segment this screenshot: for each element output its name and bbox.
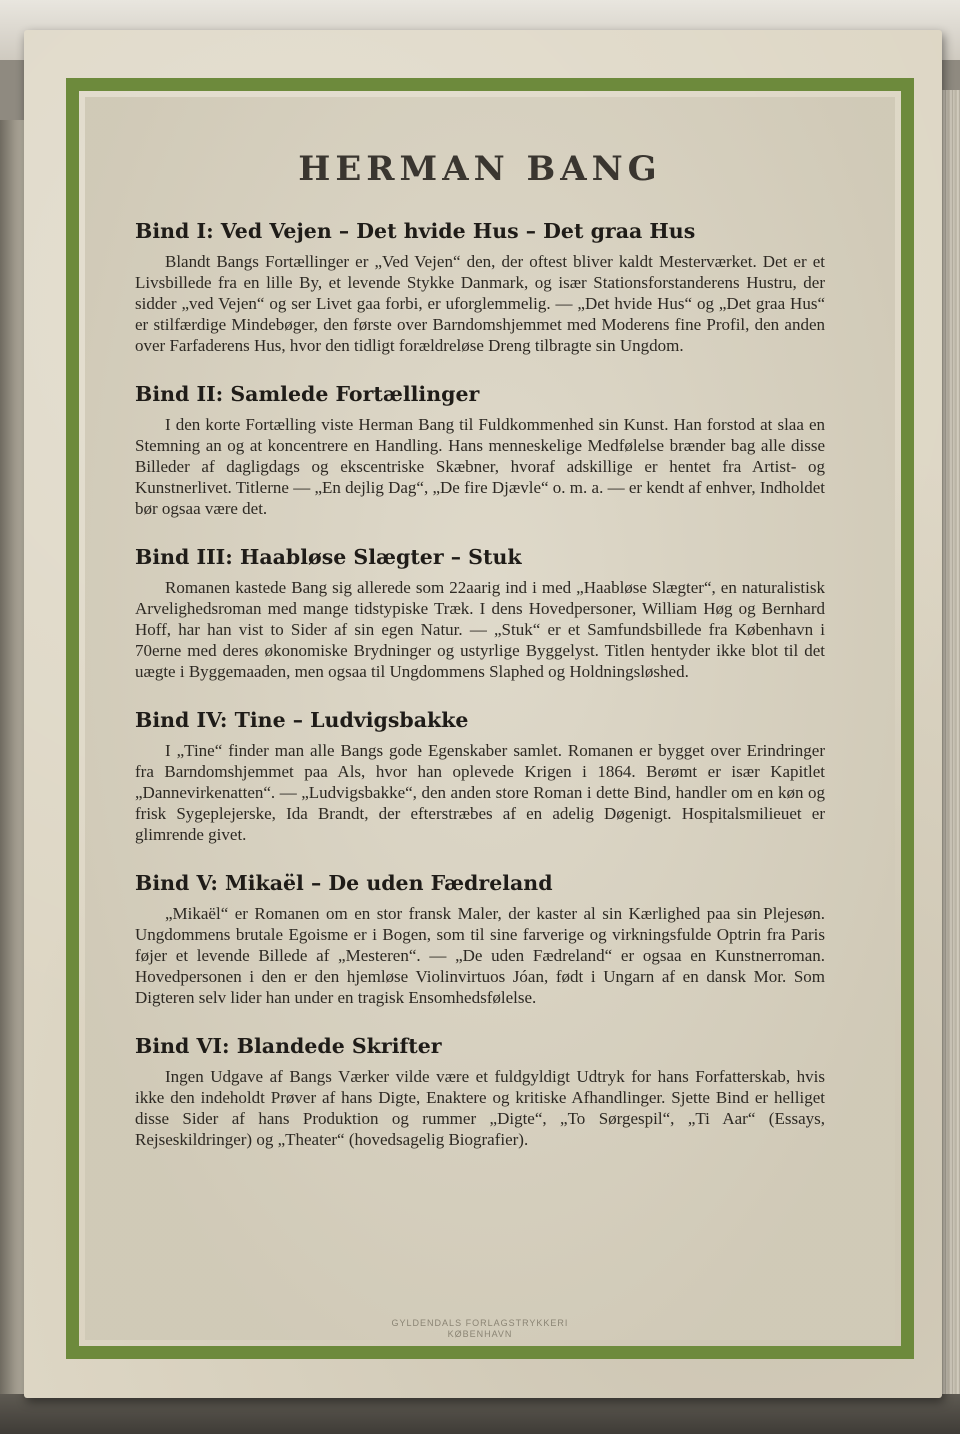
green-border-frame [66, 78, 914, 1359]
section-text: Romanen kastede Bang sig allerede som 22aarig ind i med „Haabløse Slægter“, en naturalistisk Arvelighedsroman med mange tidstypiske Træk. I dens Hovedpersoner, William Høg og Bernhard Hoff, har han vist to Sider af sin egen Natur. — „Stuk“ er et Samfundsbillede fra København i 70erne med deres økonomiske Brydninger og ustyrlige Byggelyst. Titlen hentyder ikke blot til det uægte i Byggemaaden, men ogsaa til Ungdommens Slaphed og Holdningsløshed. [135, 578, 825, 681]
frame-inner-panel [85, 97, 895, 1340]
section-heading: Bind VI: Blandede Skrifter [135, 1034, 442, 1058]
publisher-line-2: KØBENHAVN [447, 1329, 513, 1339]
section-bind-2 [135, 382, 825, 519]
section-text: I den korte Fortælling viste Herman Bang til Fuldkommenhed sin Kunst. Han forstod at slaa en Stemning an og at koncentrere en Handling. Hans menneskelige Medfølelse brænder bag alle disse Billeder af dagligdags og ekscentriske Skæbner, hvoraf adskillige er hentet fra Artist- og Kunstnerlivet. Titlerne — „En dejlig Dag“, „De fire Djævle“ o. m. a. — er kendt af enhver, Indholdet bør ogsaa være det. [135, 415, 825, 518]
section-bind-1 [135, 219, 825, 356]
section-heading: Bind IV: Tine – Ludvigsbakke [135, 708, 469, 732]
section-heading: Bind I: Ved Vejen – Det hvide Hus – Det graa Hus [135, 219, 696, 243]
publisher-line-1: GYLDENDALS FORLAGSTRYKKERI [391, 1318, 569, 1328]
section-bind-6 [135, 1034, 825, 1150]
book-cover [24, 30, 942, 1398]
page-title: HERMAN BANG [298, 149, 662, 189]
cover-content [135, 137, 825, 1176]
section-text: Blandt Bangs Fortællinger er „Ved Vejen“ den, der oftest bliver kaldt Mesterværket. Det er et Livsbillede fra en lille By, et levende Stykke Danmark, og især Stationsforstanderens Hustru, der sidder „ved Vejen“ og ser Livet gaa forbi, er uforglemmelig. — „Det hvide Hus“ og „Det graa Hus“ er stilfærdige Mindebøger, den første over Barndomshjemmet med Moderens fine Profil, den anden over Farfaderens Hus, hvor den tidligt forældreløse Dreng tilbragte sin Ungdom. [135, 252, 825, 355]
section-text: I „Tine“ finder man alle Bangs gode Egenskaber samlet. Romanen er bygget over Erindringer fra Barndomshjemmet paa Als, hvor han oplevede Krigen i 1864. Berømt er især Kapitlet „Dannevirkenatten“. — „Ludvigsbakke“, den anden store Roman i dette Bind, handler om en køn og frisk Sygeplejerske, Ida Brandt, der efterstræbes af en adelig Døgenigt. Hospitalsmilieuet er glimrende givet. [135, 741, 825, 844]
section-text: Ingen Udgave af Bangs Værker vilde være et fuldgyldigt Udtryk for hans Forfatterskab, hvis ikke den indeholdt Prøver af hans Digte, Enaktere og kritiske Afhandlinger. Sjette Bind er helliget disse Sider af hans Produktion og rummer „Digte“, „To Sørgespil“, „Ti Aar“ (Essays, Rejseskildringer) og „Theater“ (hovedsagelig Biografier). [135, 1067, 825, 1149]
section-bind-3 [135, 545, 825, 682]
publisher-imprint [360, 1318, 600, 1340]
section-heading: Bind II: Samlede Fortællinger [135, 382, 480, 406]
section-text: „Mikaël“ er Romanen om en stor fransk Maler, der kaster al sin Kærlighed paa sin Plejesøn. Ungdommens brutale Egoisme er i Bogen, som til sine farverige og virkningsfulde Optrin fra Paris føjer et levende Billede af „Mesteren“. — „De uden Fædreland“ er ogsaa en Kunstnerroman. Hovedpersonen i den er den hjemløse Violinvirtuos Jóan, født i Ungarn af en dansk Mor. Som Digteren selv lider han under en tragisk Ensomhedsfølelse. [135, 904, 825, 1007]
section-heading: Bind V: Mikaël – De uden Fædreland [135, 871, 553, 895]
section-bind-4 [135, 708, 825, 845]
background-bottom [0, 1394, 960, 1434]
section-heading: Bind III: Haabløse Slægter – Stuk [135, 545, 522, 569]
section-bind-5 [135, 871, 825, 1008]
